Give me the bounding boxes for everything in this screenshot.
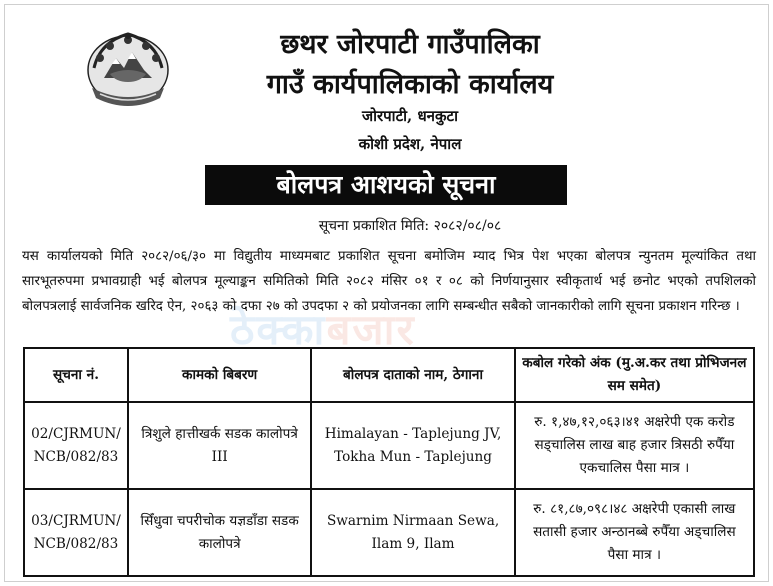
notice-title-banner: बोलपत्र आशयको सूचना — [205, 165, 567, 205]
nepal-government-emblem-icon — [80, 24, 176, 112]
cell-work: सिँधुवा चपरीचोक यज्ञडाँडा सडक कालोपत्रे — [128, 489, 311, 576]
cell-work: त्रिशुले हात्तीखर्क सडक कालोपत्रे III — [128, 402, 311, 489]
office-name: छथर जोरपाटी गाउँपालिका — [280, 29, 540, 60]
cell-bidder: Himalayan - Taplejung JV, Tokha Mun - Taplejung — [311, 402, 514, 489]
cell-bidder: Swarnim Nirmaan Sewa, Ilam 9, Ilam — [311, 489, 514, 576]
header-bid-amount: कबोल गरेको अंक (मु.अ.कर तथा प्रोभिजनल सम समेत) — [515, 348, 754, 402]
published-date: सूचना प्रकाशित मिति: २०८२/०८/०८ — [318, 218, 502, 234]
table-row — [24, 489, 754, 576]
table-row — [24, 402, 754, 489]
address-line-1: जोरपाटी, धनकुटा — [362, 107, 458, 125]
notice-paragraph: यस कार्यालयको मिति २०८२/०६/३० मा विद्युतीय माध्यमबाट प्रकाशित सूचना बमोजिम म्याद भित्र पेश भएका बोलपत्र न्युनतम मूल्यांकित तथा सारभूतरुपमा प्रभावग्राही भई बोलपत्र मूल्याङ्कन समितिको मिति २०८२ मंसिर ०१ र ०८ को निर्णयानुसार स्वीकृतार्थ भई छनोट भएको तपशिलको बोलपत्रलाई सार्वजनिक खरिद ऐन, २०६३ को दफा २७ को उपदफा २ को प्रयोजनका लागि सम्बन्धीत सबैको जानकारीको लागि सूचना प्रकाशन गरिन्छ । — [22, 249, 756, 314]
header-work-description: कामको बिबरण — [128, 348, 311, 402]
cell-amount: रु. १,४७,१२,०६३।४१ अक्षरेपी एक करोड सड्चालिस लाख बाह हजार त्रिसठी रुपैँया एकचालिस पैसा मात्र । — [515, 402, 754, 489]
header-bidder: बोलपत्र दाताको नाम, ठेगाना — [311, 348, 514, 402]
cell-notice-no: 02/CJRMUN/ NCB/082/83 — [24, 402, 128, 489]
table-header-row — [24, 348, 754, 402]
office-subtitle: गाउँ कार्यपालिकाको कार्यालय — [266, 69, 554, 100]
cell-amount: रु. ८१,८७,०९८।४८ अक्षरेपी एकासी लाख सतासी हजार अन्ठानब्बे रुपैँया अड्चालिस पैसा मात्र । — [515, 489, 754, 576]
address-line-2: कोशी प्रदेश, नेपाल — [358, 135, 462, 153]
watermark-part-2: बजार — [326, 305, 416, 354]
cell-notice-no: 03/CJRMUN/ NCB/082/83 — [24, 489, 128, 576]
bid-table — [23, 347, 755, 577]
watermark-part-1: ठेक्का — [230, 305, 327, 354]
header-notice-no: सूचना नं. — [24, 348, 128, 402]
